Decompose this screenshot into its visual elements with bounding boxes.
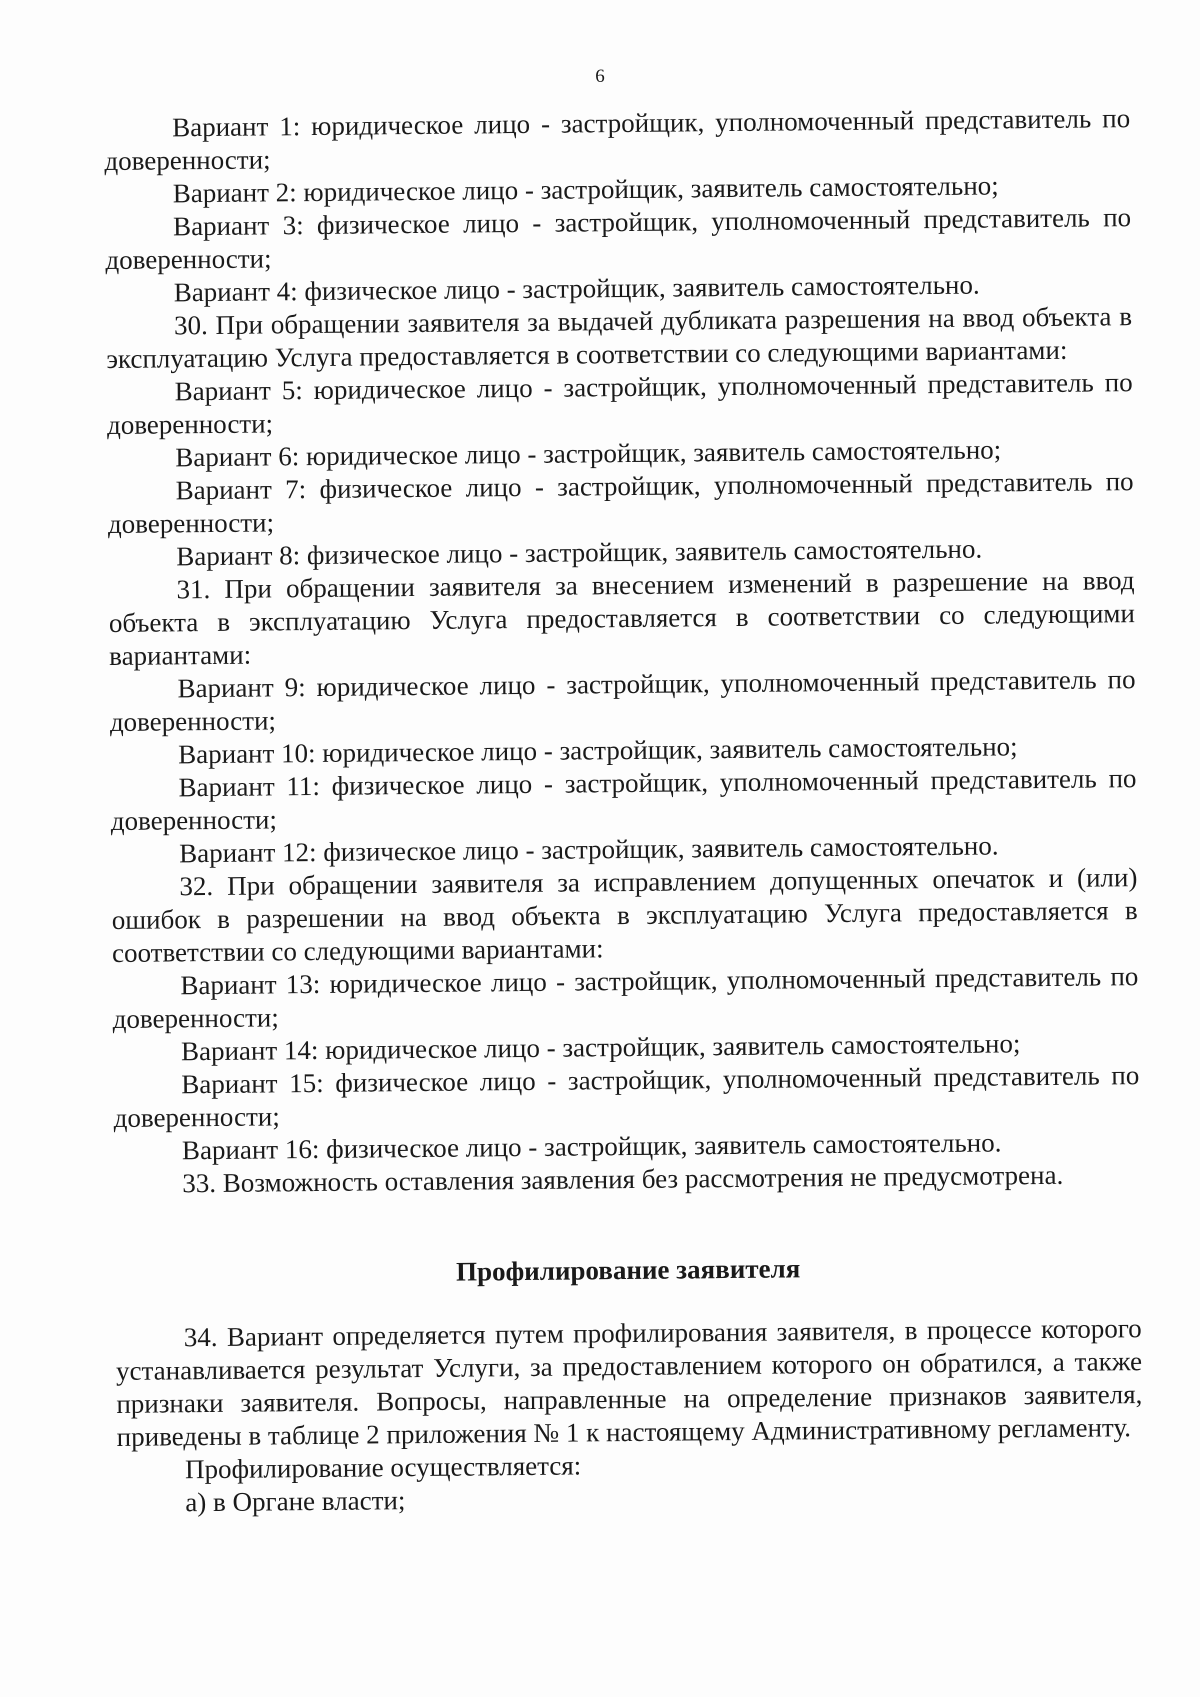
paragraph-variant-4: Вариант 4: физическое лицо - застройщик, заявитель самостоятельно. [173, 269, 980, 308]
paragraph-variant-9: Вариант 9: юридическое лицо - застройщик, уполномоченный представитель по доверенности; [109, 664, 1136, 737]
paragraph-variant-11: Вариант 11: физическое лицо - застройщик, уполномоченный представитель по доверенности; [110, 763, 1137, 836]
paragraph-variant-13: Вариант 13: юридическое лицо - застройщик, уполномоченный представитель по доверенности; [112, 961, 1139, 1034]
paragraph-item-33: 33. Возможность оставления заявления без рассмотрения не предусмотрена. [182, 1159, 1064, 1199]
paragraph-profiling-a: а) в Органе власти; [185, 1485, 406, 1518]
paragraph-variant-1: Вариант 1: юридическое лицо - застройщик, уполномоченный представитель по доверенности; [104, 103, 1131, 176]
paragraph-variant-2: Вариант 2: юридическое лицо - застройщик, заявитель самостоятельно; [172, 170, 999, 209]
paragraph-variant-10: Вариант 10: юридическое лицо - застройщик, заявитель самостоятельно; [178, 731, 1018, 770]
paragraph-variant-12: Вариант 12: физическое лицо - застройщик, заявитель самостоятельно. [178, 830, 999, 869]
paragraph-variant-14: Вариант 14: юридическое лицо - застройщик, заявитель самостоятельно; [180, 1028, 1021, 1067]
paragraph-variant-6: Вариант 6: юридическое лицо - застройщик, заявитель самостоятельно; [175, 434, 1002, 473]
profiling-section [116, 1312, 1144, 1520]
paragraph-item-32: 32. При обращении заявителя за исправлением допущенных опечаток и (или) ошибок в разрешении на ввод объекта в эксплуатацию Услуга предоставляется в соответствии со следующими вариантами: [111, 862, 1138, 968]
paragraph-variant-7: Вариант 7: физическое лицо - застройщик, уполномоченный представитель по доверенности; [107, 466, 1134, 539]
paragraph-item-34: 34. Вариант определяется путем профилирования заявителя, в процессе которого устанавливается результат Услуги, за предоставлением которого он обратился, а также признаки заявителя. Вопросы, направленные на определение признаков заявителя, приведены в таблице 2 приложения № 1 к настоящему Административному регламенту. [115, 1313, 1143, 1452]
paragraph-variant-16: Вариант 16: физическое лицо - застройщик, заявитель самостоятельно. [181, 1127, 1002, 1166]
paragraph-variant-8: Вариант 8: физическое лицо - застройщик, заявитель самостоятельно. [176, 533, 983, 572]
paragraph-variant-3: Вариант 3: физическое лицо - застройщик, уполномоченный представитель по доверенности; [105, 202, 1132, 275]
page-number: 6 [595, 66, 605, 87]
paragraph-profiling-intro: Профилирование осуществляется: [184, 1450, 582, 1485]
paragraph-variant-5: Вариант 5: юридическое лицо - застройщик, уполномоченный представитель по доверенности; [106, 367, 1133, 440]
paragraph-item-31: 31. При обращении заявителя за внесением изменений в разрешение на ввод объекта в эксплуатацию Услуга предоставляется в соответствии со следующими вариантами: [108, 565, 1136, 671]
paragraph-variant-15: Вариант 15: физическое лицо - застройщик, уполномоченный представитель по доверенности; [113, 1060, 1140, 1133]
document-body [104, 102, 1143, 1520]
paragraph-item-30: 30. При обращении заявителя за выдачей дубликата разрешения на ввод объекта в эксплуатацию Услуга предоставляется в соответствии со следующими вариантами: [106, 301, 1133, 374]
section-heading: Профилирование заявителя [455, 1253, 801, 1287]
